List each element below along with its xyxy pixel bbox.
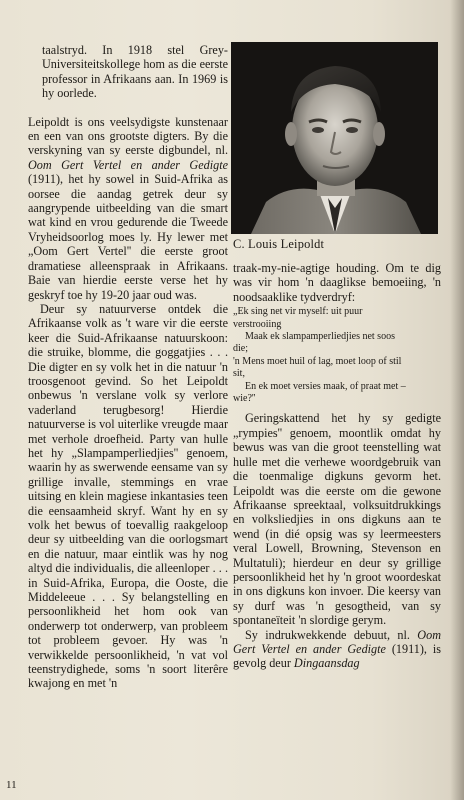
book-title: Oom Gert Vertel en ander Gedigte (233, 627, 441, 656)
page-number: 11 (6, 779, 17, 791)
paragraph: Deur sy natuurverse ontdek die Afrikaanse volk as 't ware vir die eerste keer die Suid-Afrikaanse natuurskoon: die struike, blomme, die goggatjies . . . Die digter en sy volk het in die natuur 'n troosgenoot gevind. So het Leipoldt onbewus 'n verslane volk sy verlore vaderland terugbesorg! Hierdie natuurverse is vol uiterlike vreugde maar met verhole droefheid. Party van hulle het hy „Slampamperliedjies'' genoem, waarin hy as swerwende eensame van sy grillige invalle, stemmings en vrae uitsing en klein magiese inkantasies teen die eensaamheid skryf. Want hy en sy volk het bewus of toevallig raakgeloop deur sy uitbeelding van die oorlogsmart en die natuur, maar eintlik was hy nog altyd die individualis, die alleenloper . . . in Suid-Afrika, Europa, die Ooste, die Middeleeue . . . Sy belangstelling en persoonlikheid het hom ook van onderwerp tot onderwerp, van probleem tot probleem gevoer. Hy was 'n verwikkelde persoonlikheid, 'n vat vol teenstrydighede, soms 'n soort literêre kwajong en met 'n (28, 301, 229, 691)
poem-line: die; (233, 343, 248, 355)
portrait-photo (231, 42, 438, 234)
portrait-image (231, 42, 438, 234)
page-edge-shadow (450, 0, 464, 800)
poem-line: En ek moet versies maak, of praat met – (245, 380, 406, 392)
poem-line: verstrooiing (233, 318, 282, 330)
poem-line: 'n Mens moet huil of lag, moet loop of stil (233, 355, 402, 367)
poem-line: wie?'' (233, 393, 256, 405)
paragraph: Geringskattend het hy sy gedigte „rympies'' genoem, moontlik omdat hy bewus was van die groot teenstelling wat hulle met die verhewe woordgebruik van die toenmalige digkuns gevorm het. Leipoldt was die eerste om die gewone Afrikaanse spreektaal, volksuitdrukkings en volksliedjies in ons digkuns aan te wend (in dié opsig was sy leermeesters veral Lowell, Browning, Stevenson en Multatuli); hierdeur en deur sy grillige persoonlikheid het hy 'n groot woordeskat in ons digkuns kon invoer. Die keersy van sy durf was 'n gesogtheid, van sy spontaneïteit 'n slordige gerym. (233, 411, 441, 628)
book-title: Oom Gert Vertel en ander Gedigte (28, 157, 228, 172)
paragraph: Sy indrukwekkende debuut, nl. Oom Gert Vertel en ander Gedigte (1911), is gevolg deur Dingaansdag (233, 627, 441, 671)
book-title: Dingaansdag (293, 656, 360, 671)
poem-line: sit, (233, 368, 245, 380)
poem-line: „Ek sing net vir myself: uit puur (233, 306, 363, 318)
intro-paragraph: taalstryd. In 1918 stel Grey-Universiteitskollege hom as die eerste professor in Afrikaans aan. In 1969 is hy oorlede. (42, 43, 228, 101)
photo-caption: C. Louis Leipoldt (233, 237, 325, 251)
paragraph: traak-my-nie-agtige houding. Om te dig was vir hom 'n daaglikse bemoeiing, 'n noodsaaklike tydverdryf: (233, 261, 441, 304)
right-column (233, 261, 441, 671)
poem-line: Maak ek slampamperliedjies net soos (245, 331, 395, 343)
left-column (28, 43, 228, 691)
paragraph: Leipoldt is ons veelsydigste kunstenaar en een van ons grootste digters. By die verskyning van sy eerste digbundel, nl. Oom Gert Vertel en ander Gedigte (1911), het hy sowel in Suid-Afrika as oorsee die aandag getrek deur sy aangrypende uitbeelding van die smart wat kind en vrou gedurende die Tweede Vryheidsoorlog moes ly. Hy lewer met „Oom Gert Vertel'' die eerste groot dramatiese alleenspraak in Afrikaans. Baie van hierdie eerste verse het hy geskryf toe hy 19-20 jaar oud was. (28, 114, 228, 302)
poem-quote (233, 306, 441, 405)
